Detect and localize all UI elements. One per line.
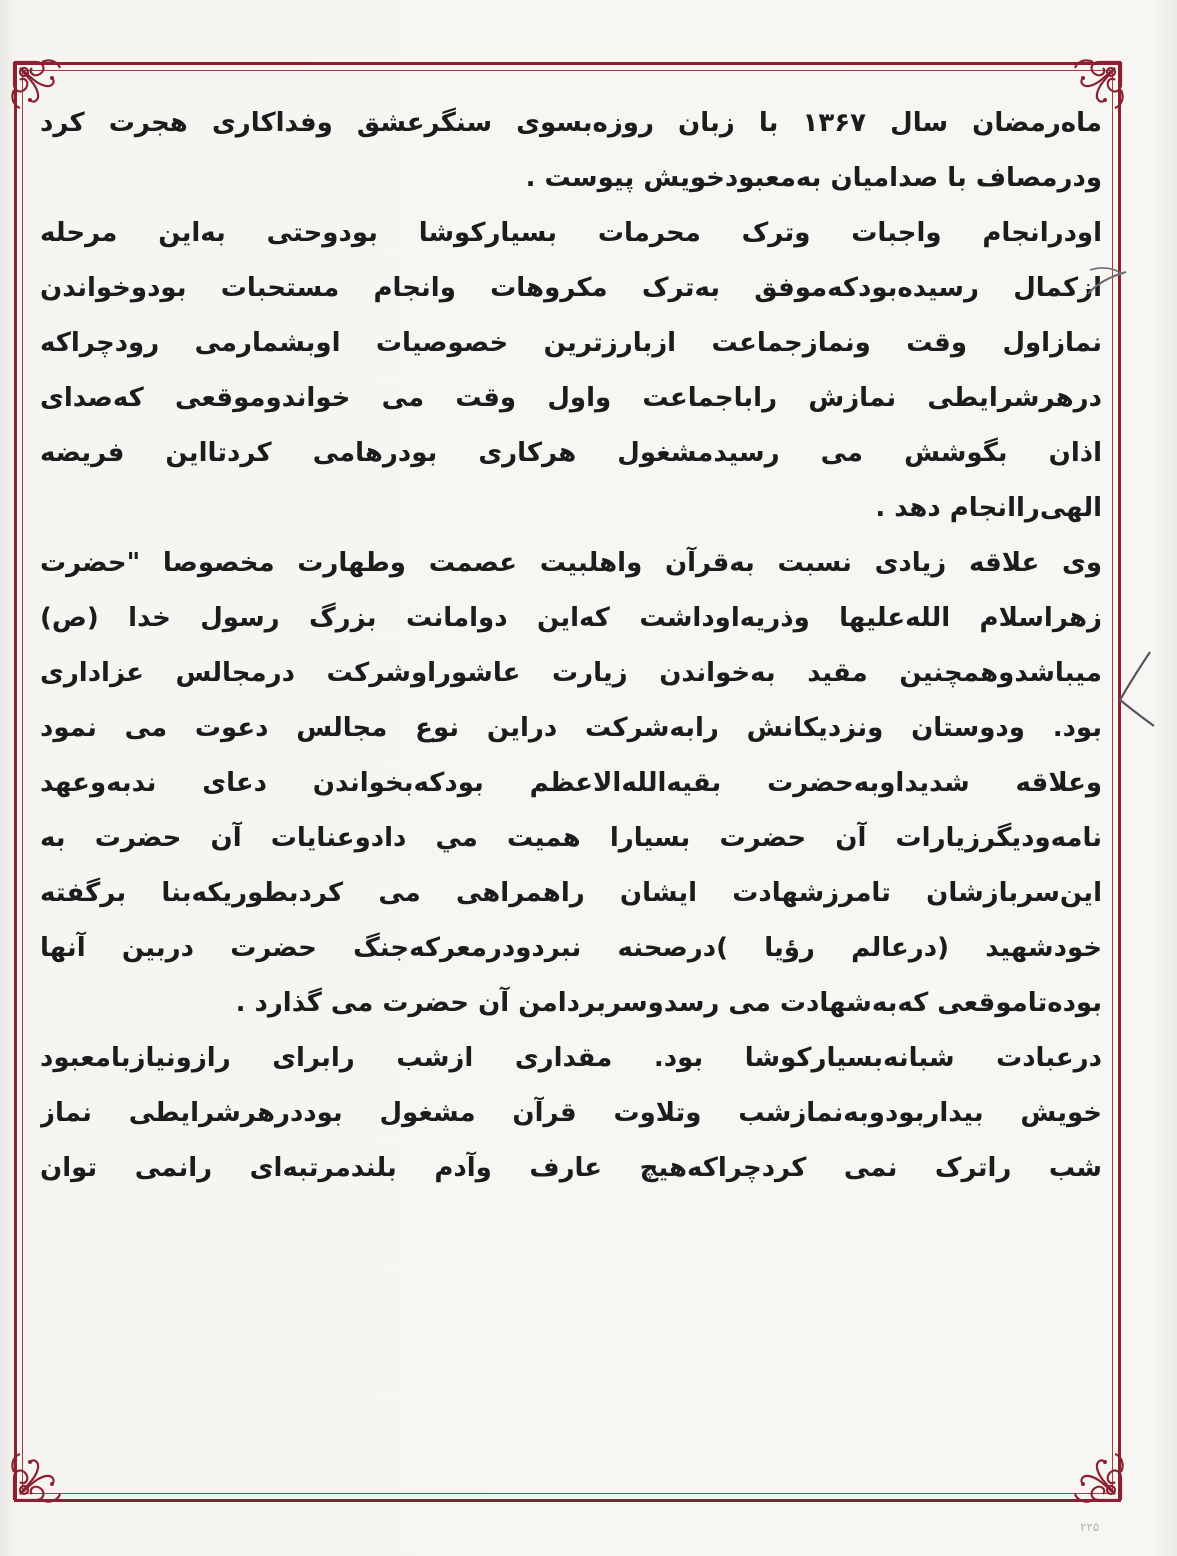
text-line: درهرشرایطی نمازش راباجماعت واول وقت می خواندوموقعی که‌صدای bbox=[40, 383, 1102, 413]
corner-ornament-bottom-left bbox=[6, 1444, 70, 1508]
text-line: الهی‌راانجام دهد . bbox=[875, 493, 1102, 523]
text-line: وعلاقه‌ شدیداوبه‌حضرت بقیه‌الله‌الاعظم بودکه‌بخواندن دعای ندبه‌وعهد bbox=[40, 768, 1102, 798]
pencil-mark-icon bbox=[1082, 258, 1142, 338]
text-line: این‌سربازشان تامرزشهادت ایشان راهمراهی می کردبطوریکه‌بنا برگفته‌ bbox=[40, 878, 1102, 908]
text-line: اودرانجام واجبات وترک محرمات بسیارکوشا بودوحتی به‌این مرحله bbox=[40, 218, 1102, 248]
text-line: ماه‌رمضان سال ۱۳۶۷ با زبان روزه‌بسوی سنگرعشق وفداکاری هجرت کرد bbox=[40, 108, 1102, 138]
text-line: نامه‌وديگرزيارات آن حضرت بسيارا هميت مي دادوعنايات آن حضرت به bbox=[40, 823, 1102, 853]
text-line: وی علاقه‌ زیادی نسبت به‌قرآن واهلبیت عصمت وطهارت مخصوصا "حضرت bbox=[40, 548, 1102, 578]
text-line: اذان بگوشش می رسیدمشغول هرکاری بودرهامی کردتااین فریضه‌ bbox=[40, 438, 1102, 468]
text-line: بود. ودوستان ونزدیکانش رابه‌شرکت دراین نوع مجالس دعوت می نمود bbox=[40, 713, 1102, 743]
text-line: نمازاول وقت ونمازجماعت ازبارزترین خصوصیات اوبشمارمی رودچراکه bbox=[40, 328, 1102, 358]
text-line: میباشدوهمچنین مقید به‌خواندن زیارت عاشوراوشرکت درمجالس عزاداری bbox=[40, 658, 1102, 688]
text-line: خودشهید (درعالم رؤیا )درصحنه‌ نبردودرمعرکه‌جنگ حضرت دربین آنها bbox=[40, 933, 1102, 963]
text-line: بوده‌تاموقعی که‌به‌شهادت می رسدوسربردامن آن حضرت می گذارد . bbox=[235, 988, 1102, 1018]
document-body bbox=[40, 96, 1102, 1196]
text-line: شب راترک نمی کردچراکه‌هیچ عارف وآدم بلندمرتبه‌ای رانمی توان bbox=[40, 1153, 1102, 1183]
pencil-mark-icon bbox=[1110, 650, 1170, 730]
text-line: ازکمال رسیده‌بودکه‌موفق به‌ترک مکروهات وانجام مستحبات بودوخواندن bbox=[40, 273, 1102, 303]
text-line: ودرمصاف با صدامیان به‌معبودخویش پیوست . bbox=[525, 163, 1102, 193]
text-line: خویش بیداربودوبه‌نمازشب وتلاوت قرآن مشغول بوددرهرشرایطی نماز bbox=[40, 1098, 1102, 1128]
text-line: درعبادت شبانه‌بسیارکوشا بود. مقداری ازشب رابرای رازونیازبامعبود bbox=[40, 1043, 1102, 1073]
corner-ornament-bottom-right bbox=[1065, 1444, 1129, 1508]
page-mark: ۲۲۵ bbox=[1080, 1520, 1100, 1534]
corner-ornament-icon bbox=[1065, 1444, 1129, 1508]
text-line: زهراسلام الله‌علیها وذریه‌اوداشت که‌این دوامانت بزرگ رسول خدا (ص) bbox=[40, 603, 1102, 633]
corner-ornament-icon bbox=[6, 1444, 70, 1508]
